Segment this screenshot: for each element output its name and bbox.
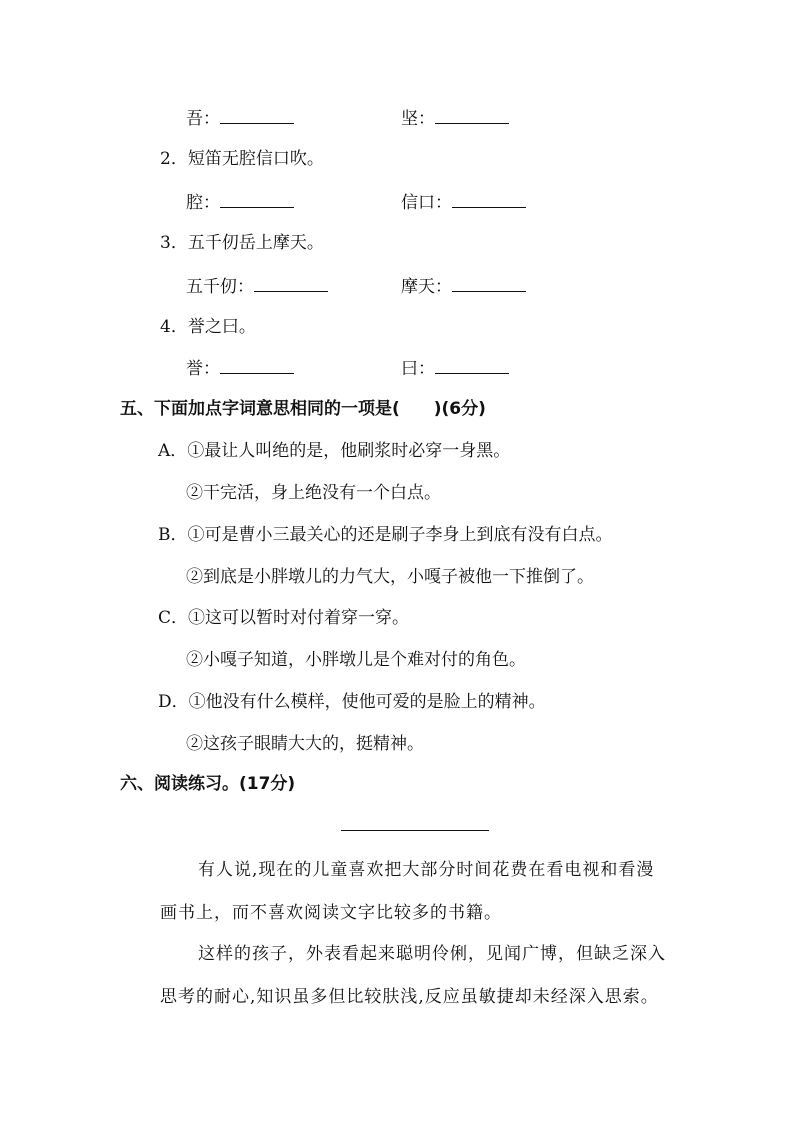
q5-option-b-line2: ②到底是小胖墩儿的力气大，小嘎子被他一下推倒了。 [186,567,594,587]
passage-p1-line2: 画书上，而不喜欢阅读文字比较多的书籍。 [160,903,502,923]
q5-option-b-line1[interactable]: B．①可是曹小三最关心的还是刷子李身上到底有没有白点。 [158,525,613,545]
word-label: 曰： [401,359,435,379]
q4-item4-right [401,358,509,380]
word-label: 信口： [401,193,452,213]
passage-p2-line1: 这样的孩子，外表看起来聪明伶俐，见闻广博，但缺乏深入 [198,944,666,964]
q4-item3-text: 3．五千仞岳上摩天。 [160,233,324,253]
answer-blank[interactable] [220,193,294,208]
word-label: 吾： [186,109,220,129]
q5-option-c-line1[interactable]: C．①这可以暂时对付着穿一穿。 [158,608,410,628]
word-label: 腔： [186,193,220,213]
passage-title-blank[interactable] [341,830,489,831]
q5-option-d-line2: ②这孩子眼睛大大的，挺精神。 [186,734,424,754]
q6-heading: 六、阅读练习。(17分) [120,774,296,794]
q5-option-a-line2: ②干完活，身上绝没有一个白点。 [186,483,441,503]
answer-blank[interactable] [435,109,509,124]
word-label: 誉： [186,359,220,379]
q4-item4-left [186,358,294,380]
answer-blank[interactable] [435,359,509,374]
q5-option-c-line2: ②小嘎子知道，小胖墩儿是个难对付的角色。 [186,650,526,670]
q4-item3-left [186,276,328,298]
answer-blank[interactable] [452,277,526,292]
word-label: 坚： [401,109,435,129]
passage-p2-line2: 思考的耐心,知识虽多但比较肤浅,反应虽敏捷却未经深入思索。 [160,987,659,1007]
answer-blank[interactable] [254,277,328,292]
answer-blank[interactable] [452,193,526,208]
answer-blank[interactable] [220,359,294,374]
q5-heading: 五、下面加点字词意思相同的一项是( )(6分) [120,399,486,419]
q4-item2-left [186,192,294,214]
passage-p1-line1: 有人说,现在的儿童喜欢把大部分时间花费在看电视和看漫 [198,860,655,880]
answer-blank[interactable] [220,109,294,124]
q5-option-d-line1[interactable]: D．①他没有什么模样，使他可爱的是脸上的精神。 [158,692,546,712]
q4-row1-right [401,108,509,130]
word-label: 摩天： [401,277,452,297]
word-label: 五千仞： [186,277,254,297]
q4-item3-right [401,276,526,298]
q4-item2-right [401,192,526,214]
q4-item2-text: 2．短笛无腔信口吹。 [160,149,324,169]
q5-option-a-line1[interactable]: A．①最让人叫绝的是，他刷浆时必穿一身黑。 [158,441,511,461]
q4-item4-text: 4．誉之曰。 [160,317,256,337]
q4-row1-left [186,108,294,130]
